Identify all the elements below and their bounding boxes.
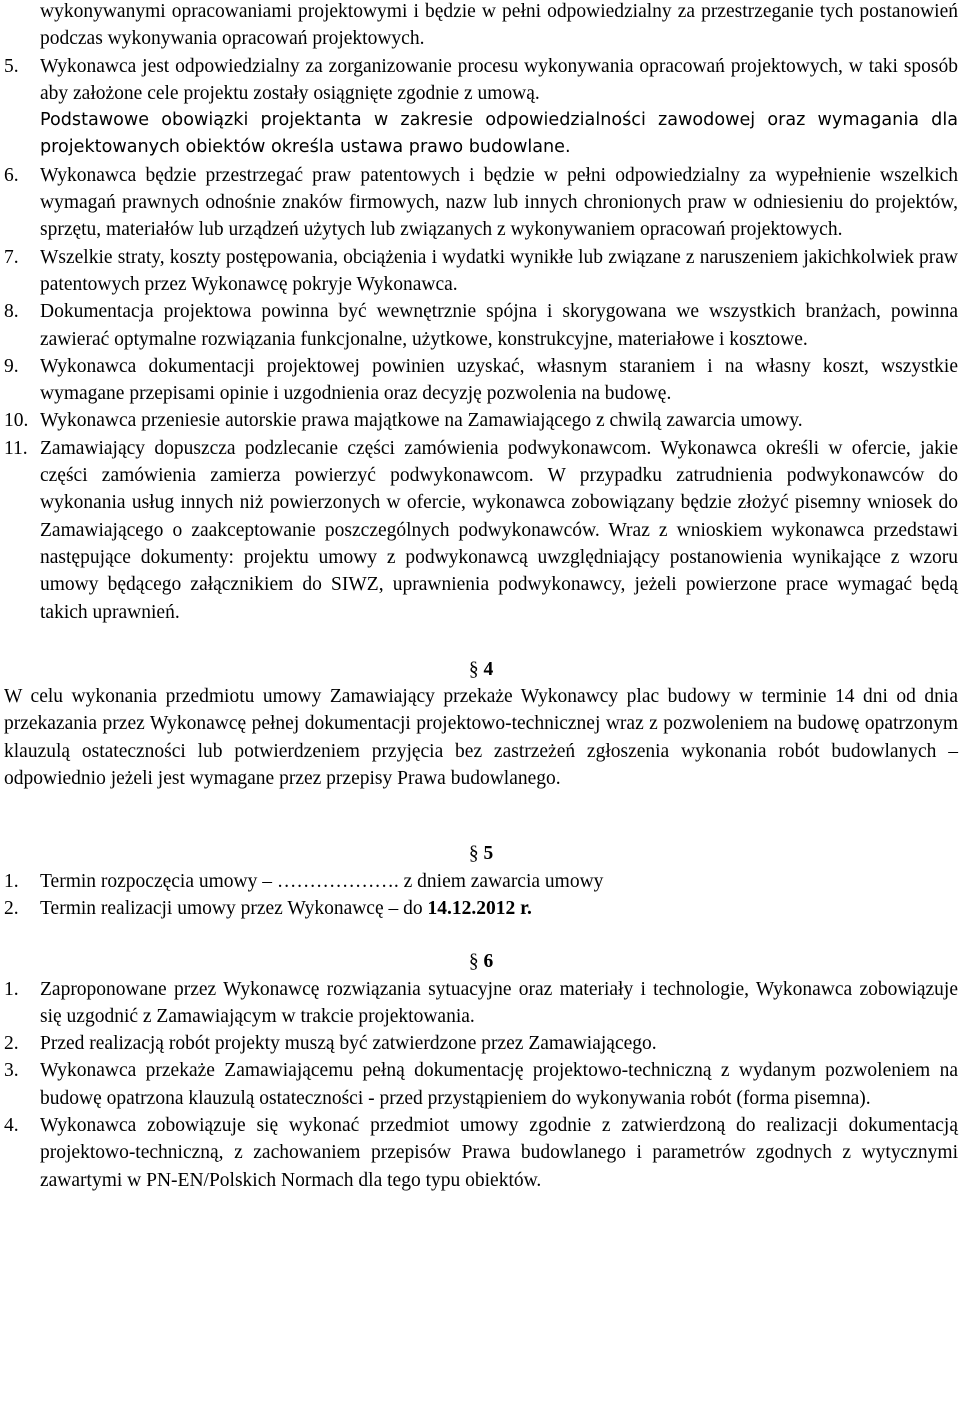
list-text: Wykonawca będzie przestrzegać praw patentowych i będzie w pełni odpowiedzialny za wypełnienie wszelkich wymagań prawnych odnośnie znaków firmowych, nazw lub innych chronionych praw w odniesieniu do projektów, sprzętu, materiałów lub urządzeń użytych lub związanych z wykonywaniem opracowań projektowych. — [40, 164, 958, 241]
section-6-item-2 — [4, 1030, 958, 1057]
section-4-paragraph — [4, 683, 958, 792]
list-number: 3. — [4, 1060, 19, 1082]
list-number: 1. — [4, 978, 19, 1000]
list-number: 11. — [4, 437, 28, 459]
list-text: Termin realizacji umowy przez Wykonawcę – do — [40, 897, 428, 919]
section-symbol: § — [468, 843, 479, 865]
list-text: Zamawiający dopuszcza podzlecanie części zamówienia podwykonawcom. Wykonawca określi w ofercie, jakie części zamówienia zamierza powierzyć podwykonawcom. W przypadku zatrudnienia podwykonawców do wykonania usług innych niż powierzonych w ofercie, wykonawca zobowiązany będzie złożyć pisemny wniosek do Zamawiającego o zaakceptowanie poszczególnych podwykonawców. Wraz z wnioskiem wykonawca przedstawi następujące dokumenty: projektu umowy z podwykonawcą uwzględniający postanowienia wynikające z wzoru umowy będącego załącznikiem do SIWZ, uprawnienia podwykonawcy, jeżeli powierzone prace wymagać będą takich uprawnień. — [40, 437, 958, 623]
list-item-11 — [4, 435, 958, 626]
continuation-paragraph — [4, 0, 958, 53]
list-item-9 — [4, 353, 958, 408]
list-number: 5. — [4, 55, 19, 77]
list-text: Wykonawca jest odpowiedzialny za zorganizowanie procesu wykonywania opracowań projektowych, w taki sposób aby założone cele projektu zostały osiągnięte zgodnie z umową. — [40, 55, 958, 104]
list-item-5 — [4, 53, 958, 162]
list-text: Wszelkie straty, koszty postępowania, obciążenia i wydatki wynikłe lub związane z naruszeniem jakichkolwiek praw patentowych przez Wykonawcę pokryje Wykonawca. — [40, 246, 958, 295]
section-6-item-1 — [4, 976, 958, 1031]
list-number: 4. — [4, 1114, 19, 1136]
section-6-item-4 — [4, 1112, 958, 1194]
section-4-text: W celu wykonania przedmiotu umowy Zamawiający przekaże Wykonawcy plac budowy w terminie 14 dni od dnia przekazania przez Wykonawcę pełnej dokumentacji projektowo-technicznej wraz z pozwoleniem na budowę opatrzonym klauzulą ostateczności lub potwierdzeniem przyjęcia bez zastrzeżeń zgłoszenia wykonania robót budowlanych – odpowiednio jeżeli jest wymagane przez przepisy Prawa budowlanego. — [4, 686, 958, 790]
list-text: Termin rozpoczęcia umowy – ………………. z dniem zawarcia umowy — [40, 870, 604, 892]
list-number: 6. — [4, 164, 19, 186]
list-item-8 — [4, 298, 958, 353]
list-number: 7. — [4, 246, 19, 268]
list-text: Przed realizacją robót projekty muszą być zatwierdzone przez Zamawiającego. — [40, 1033, 657, 1055]
section-6-item-3 — [4, 1057, 958, 1112]
section-number: 4 — [483, 658, 494, 680]
list-number: 9. — [4, 355, 19, 377]
section-5-item-1 — [4, 868, 958, 895]
section-number: 6 — [483, 951, 494, 973]
deadline-date: 14.12.2012 r. — [427, 897, 532, 919]
section-heading-6 — [4, 948, 958, 975]
section-symbol: § — [468, 658, 479, 680]
list-text: Wykonawca przekaże Zamawiającemu pełną dokumentację projektowo-techniczną z wydanym pozwoleniem na budowę opatrzona klauzulą ostateczności - przed przystąpieniem do wykonywania robót (forma pisemna). — [40, 1060, 958, 1109]
list-number: 2. — [4, 897, 19, 919]
list-number: 2. — [4, 1033, 19, 1055]
list-text: Zaproponowane przez Wykonawcę rozwiązania sytuacyjne oraz materiały i technologie, Wykonawca zobowiązuje się uzgodnić z Zamawiającym w trakcie projektowania. — [40, 978, 958, 1027]
list-number: 10. — [4, 410, 29, 432]
list-text: Wykonawca przeniesie autorskie prawa majątkowe na Zamawiającego z chwilą zawarcia umowy. — [40, 410, 803, 432]
list-number: 8. — [4, 301, 19, 323]
list-text: Wykonawca zobowiązuje się wykonać przedmiot umowy zgodnie z zatwierdzoną do realizacji dokumentacją projektowo-techniczną, z zachowaniem przepisów Prawa budowlanego i parametrów zgodnych z wytycznymi zawartymi w PN-EN/Polskich Normach dla tego typu obiektów. — [40, 1114, 958, 1191]
list-item-10 — [4, 407, 958, 434]
list-text: Wykonawca dokumentacji projektowej powinien uzyskać, własnym staraniem i na własny koszt, wszystkie wymagane przepisami opinie i uzgodnienia oraz decyzję pozwolenia na budowę. — [40, 355, 958, 405]
list-item-6 — [4, 162, 958, 244]
section-heading-4 — [4, 656, 958, 683]
section-heading-5 — [4, 840, 958, 867]
list-text-sans: Podstawowe obowiązki projektanta w zakresie odpowiedzialności zawodowej oraz wymagania dla projektowanych obiektów określa ustawa prawo budowlane. — [40, 110, 958, 158]
section-number: 5 — [483, 843, 494, 865]
continuation-text: wykonywanymi opracowaniami projektowymi i będzie w pełni odpowiedzialny za przestrzeganie tych postanowień podczas wykonywania opracowań projektowych. — [40, 1, 958, 50]
section-symbol: § — [468, 951, 479, 973]
list-text: Dokumentacja projektowa powinna być wewnętrznie spójna i skorygowana we wszystkich branżach, powinna zawierać optymalne rozwiązania funkcjonalne, użytkowe, konstrukcyjne, materiałowe i kosztowe. — [40, 301, 958, 350]
list-number: 1. — [4, 870, 19, 892]
list-item-7 — [4, 244, 958, 299]
section-5-item-2 — [4, 895, 958, 922]
